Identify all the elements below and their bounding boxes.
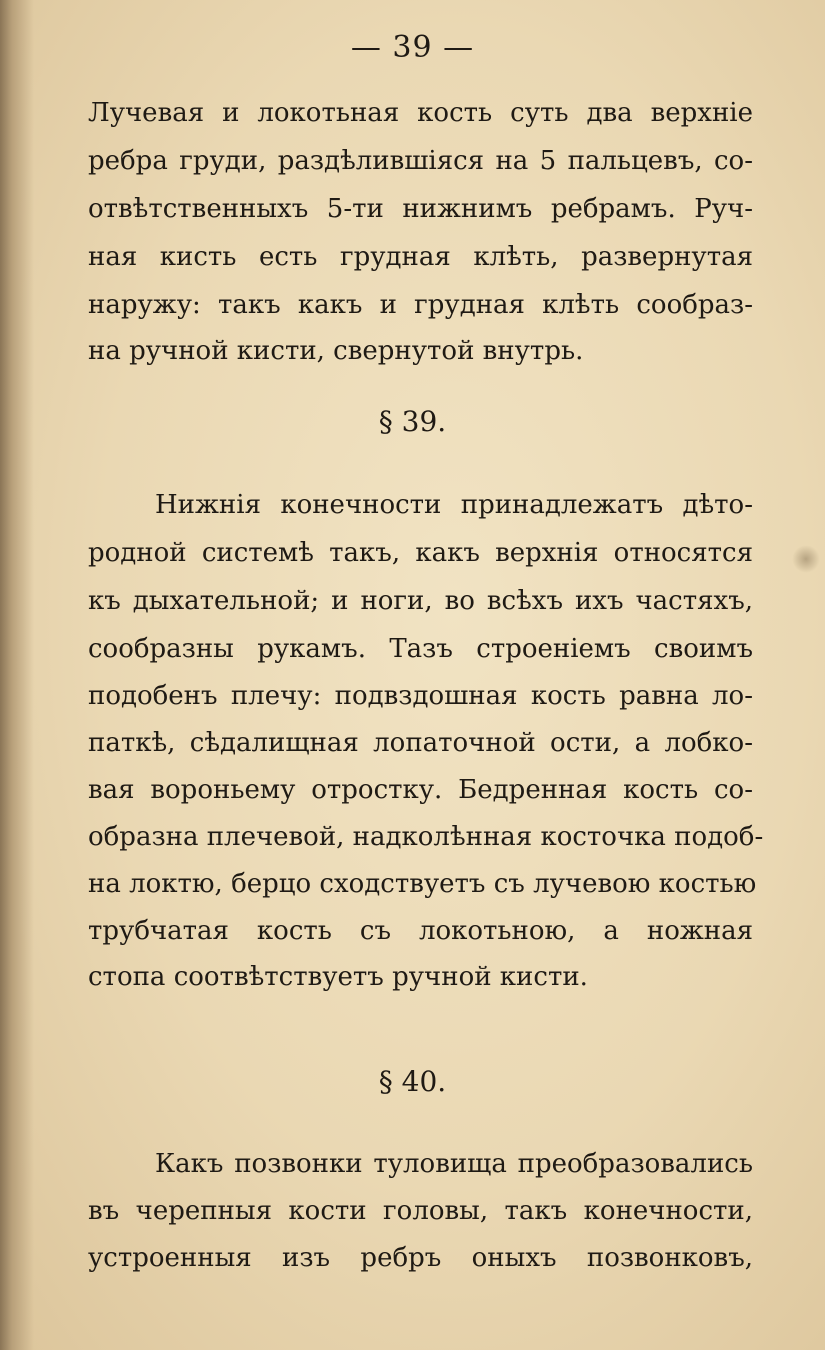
page-smudge xyxy=(792,545,820,573)
section-heading-39: § 39. xyxy=(378,405,447,438)
text-line: стопа соотвѣтствуетъ ручной кисти. xyxy=(88,962,588,992)
text-line: подобенъ плечу: подвздошная кость равна ло- xyxy=(88,681,753,711)
text-line: ная кисть есть грудная клѣть, развернутая xyxy=(88,242,753,272)
text-line: къ дыхательной; и ноги, во всѣхъ ихъ частяхъ, xyxy=(88,586,753,616)
text-line: вая вороньему отростку. Бедренная кость со- xyxy=(88,775,753,805)
text-line: паткѣ, сѣдалищная лопаточной ости, а лобко- xyxy=(88,728,753,758)
text-line: на ручной кисти, свернутой внутрь. xyxy=(88,336,584,366)
text-line: ребра груди, раздѣлившіяся на 5 пальцевъ, со- xyxy=(88,146,753,176)
spine-shadow xyxy=(0,0,34,1350)
text-line: наружу: такъ какъ и грудная клѣть сообраз- xyxy=(88,290,753,320)
text-line: трубчатая кость съ локотьною, а ножная xyxy=(88,916,753,946)
text-line: на локтю, берцо сходствуетъ съ лучевою костью xyxy=(88,869,757,899)
text-line: Лучевая и локотьная кость суть два верхніе xyxy=(88,98,753,128)
page-number: — 39 — xyxy=(350,30,475,65)
text-line: устроенныя изъ ребръ оныхъ позвонковъ, xyxy=(88,1243,753,1273)
text-line: Какъ позвонки туловища преобразовались xyxy=(155,1149,753,1179)
text-line: родной системѣ такъ, какъ верхнія относятся xyxy=(88,538,753,568)
text-line: образна плечевой, надколѣнная косточка подоб- xyxy=(88,822,764,852)
text-line: сообразны рукамъ. Тазъ строеніемъ своимъ xyxy=(88,634,753,664)
text-line: отвѣтственныхъ 5-ти нижнимъ ребрамъ. Руч- xyxy=(88,194,753,224)
text-line: въ черепныя кости головы, такъ конечности, xyxy=(88,1196,753,1226)
section-heading-40: § 40. xyxy=(378,1065,447,1098)
text-line: Нижнія конечности принадлежатъ дѣто- xyxy=(155,490,753,520)
